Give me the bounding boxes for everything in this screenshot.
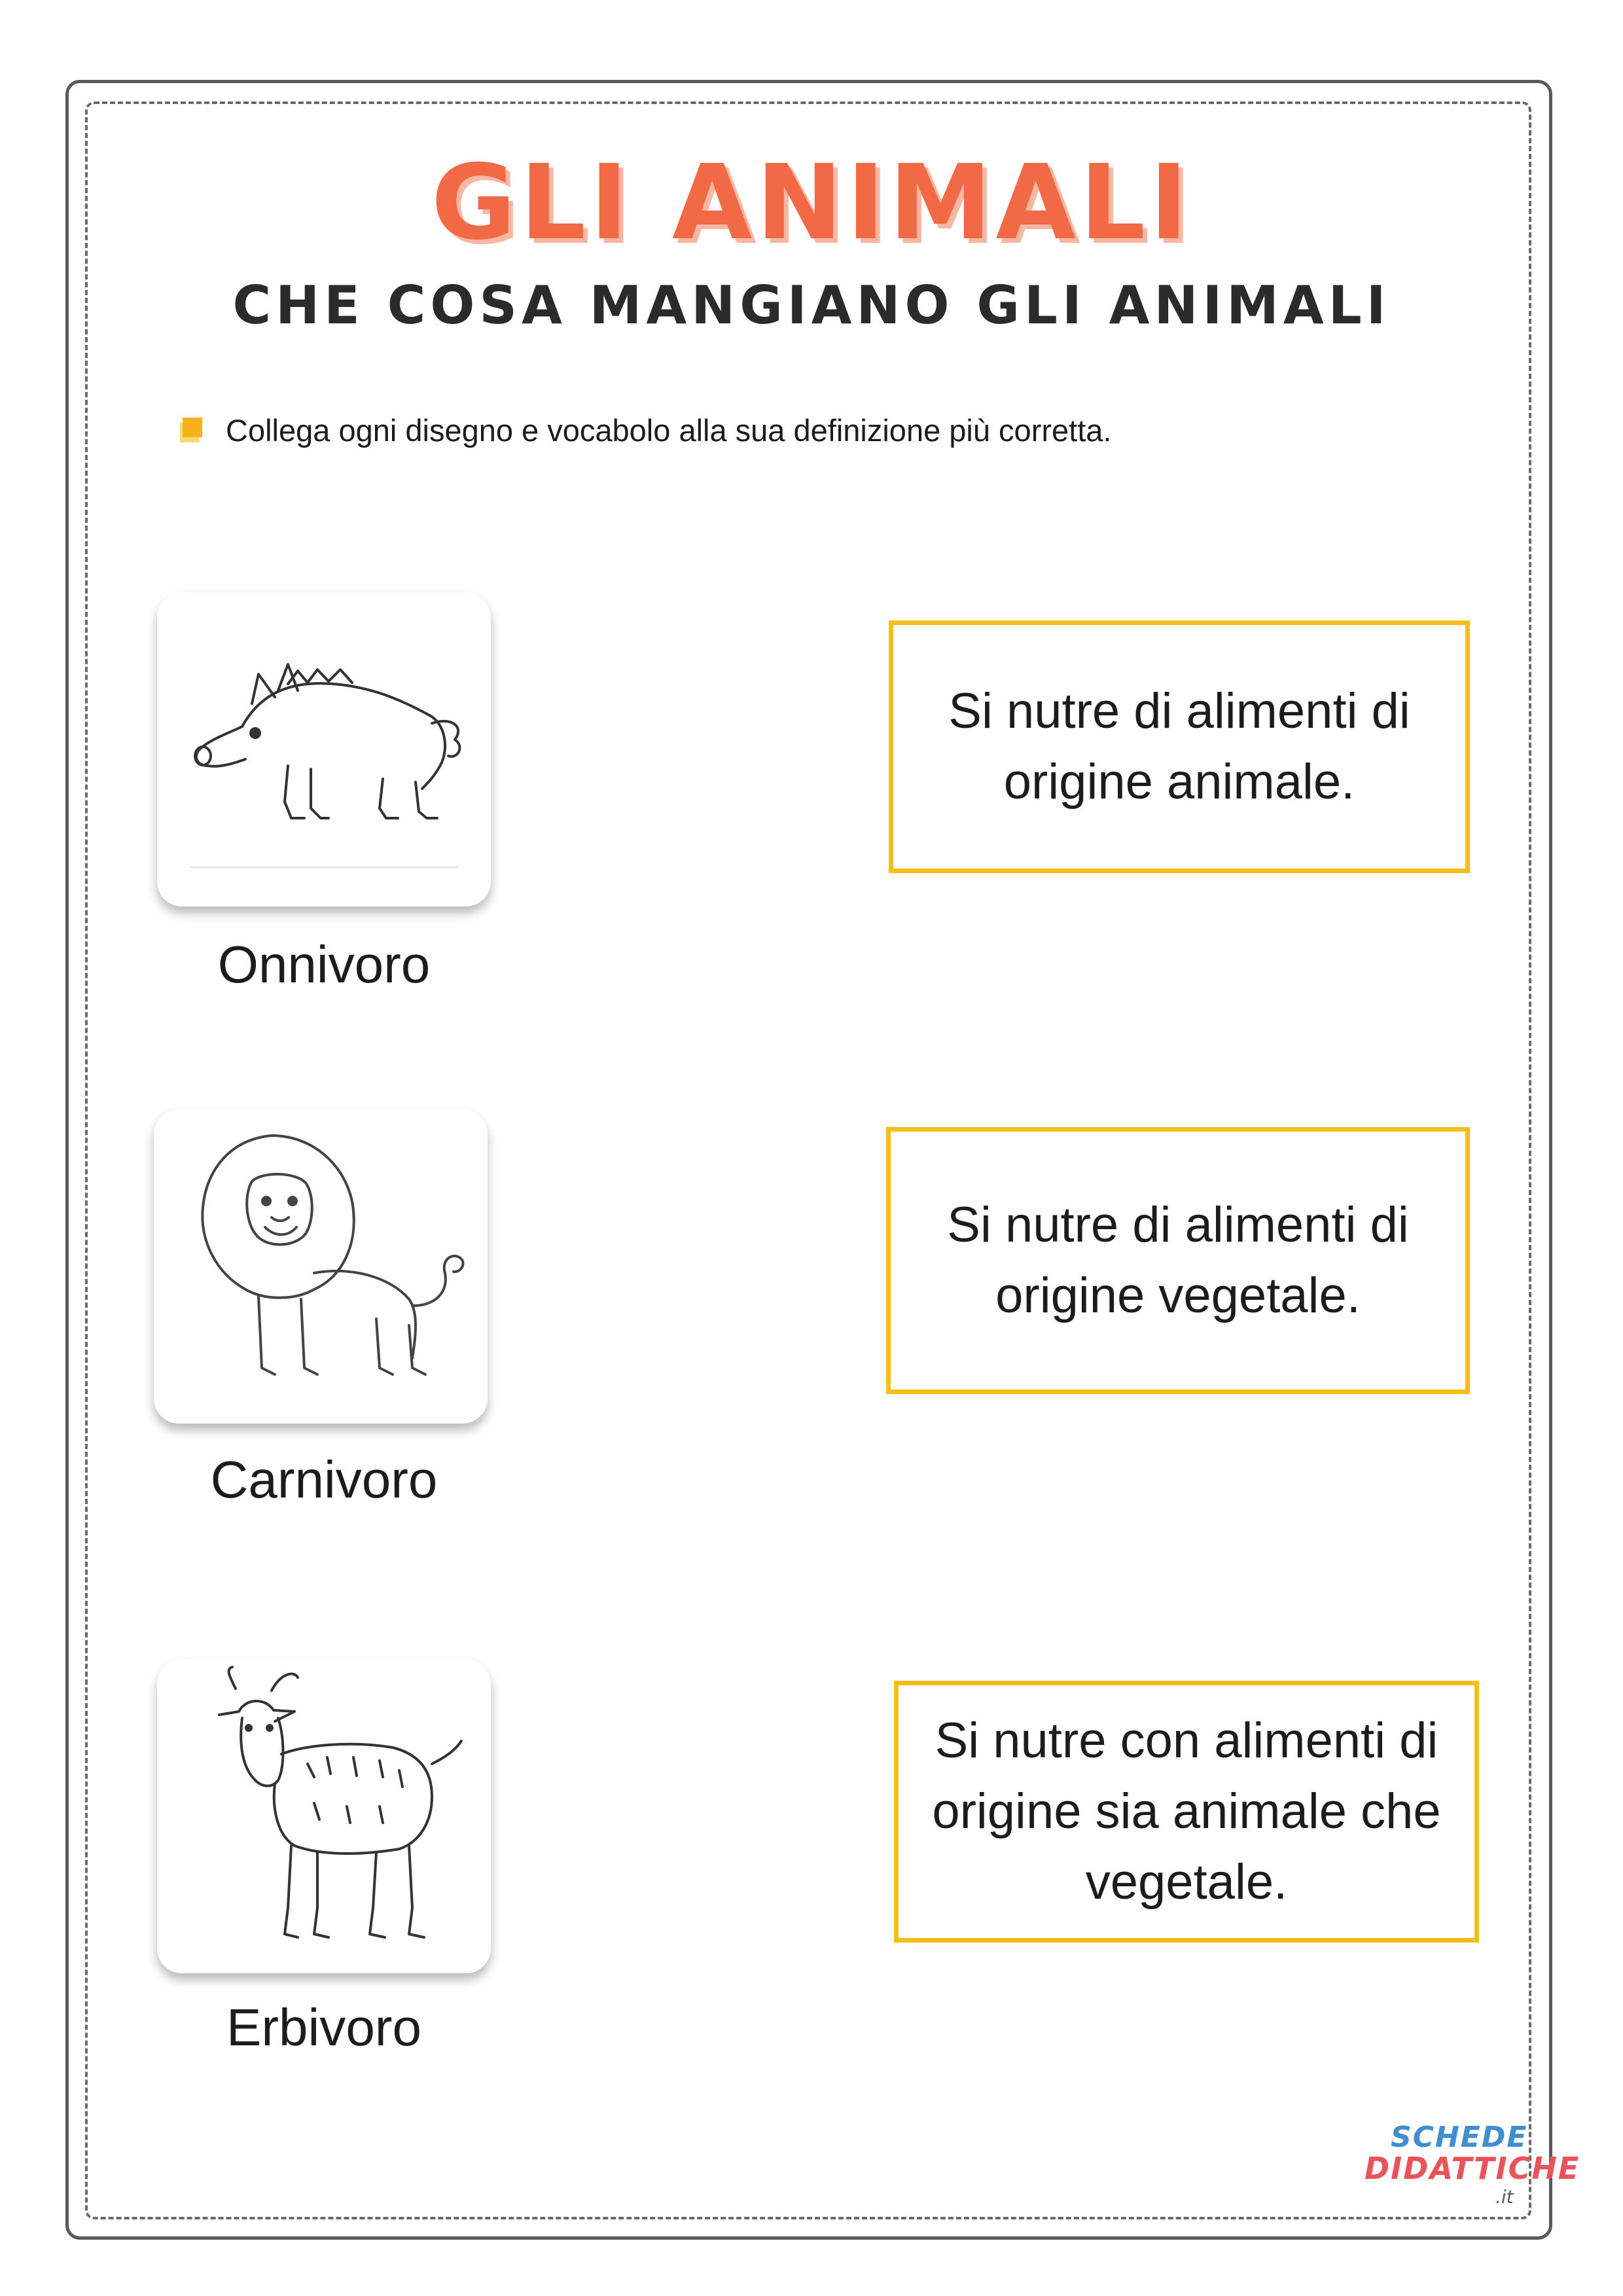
lion-icon — [154, 1109, 488, 1424]
page-subtitle: CHE COSA MANGIANO GLI ANIMALI — [232, 275, 1391, 336]
page-title: GLI ANIMALI — [431, 143, 1192, 263]
instruction-text: Collega ogni disegno e vocabolo alla sua definizione più corretta. — [226, 413, 1112, 448]
definition-text-3: Si nutre con alimenti di origine sia animale che vegetale. — [932, 1713, 1441, 1910]
logo-line-3: .it — [1495, 2186, 1514, 2208]
instruction — [180, 412, 1111, 448]
definition-box-3 — [894, 1681, 1479, 1943]
wild-boar-icon — [157, 592, 491, 906]
boar-card — [157, 592, 491, 906]
goat-card — [157, 1659, 491, 1973]
definition-text-1: Si nutre di alimenti di origine animale. — [948, 683, 1410, 810]
word-onnivoro: Onnivoro — [217, 935, 431, 994]
definition-box-1 — [889, 620, 1470, 873]
lion-card — [154, 1109, 488, 1424]
definition-text-2: Si nutre di alimenti di origine vegetale. — [947, 1197, 1409, 1323]
square-bullet-icon — [180, 418, 206, 444]
definition-box-2 — [886, 1127, 1470, 1394]
goat-icon — [157, 1659, 491, 1973]
word-erbivoro: Erbivoro — [226, 1998, 421, 2056]
logo-line-1: SCHEDE — [1391, 2121, 1528, 2154]
word-carnivoro: Carnivoro — [210, 1450, 438, 1509]
schededidattiche-logo — [1364, 2121, 1580, 2212]
logo-line-2: DIDATTICHE — [1364, 2151, 1580, 2186]
